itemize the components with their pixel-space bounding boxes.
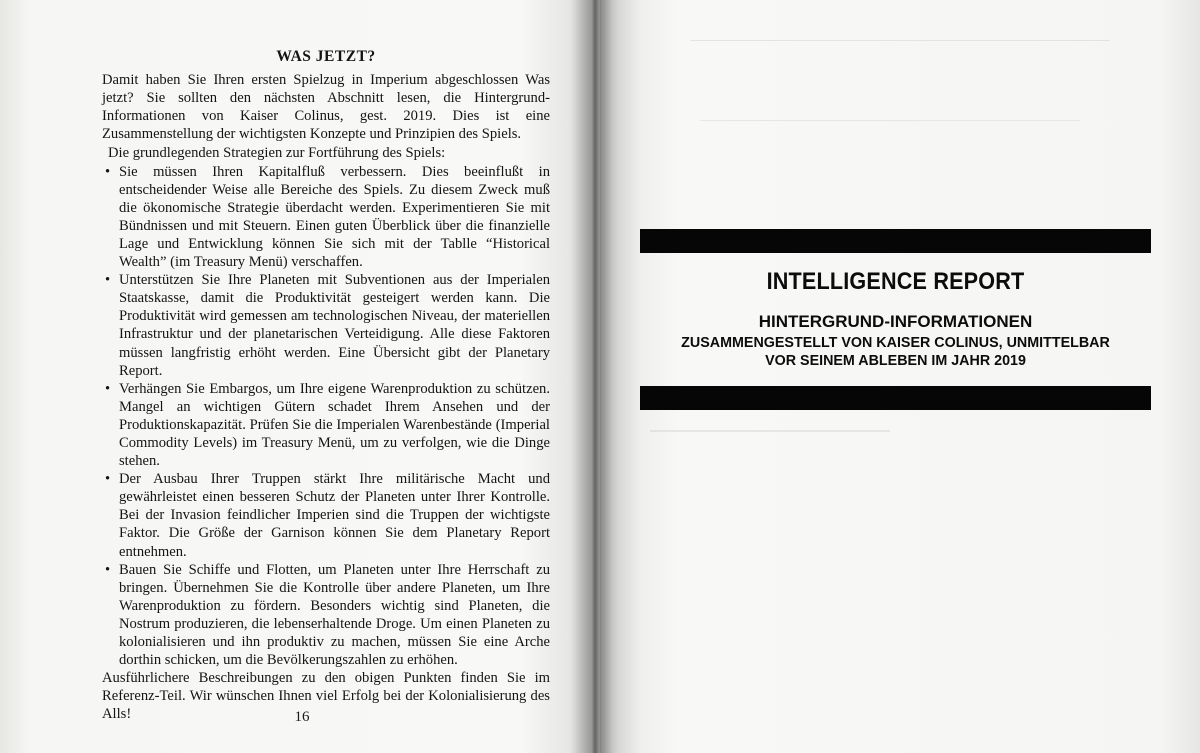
bullet-icon: • <box>105 272 111 289</box>
bullet-icon: • <box>105 471 111 488</box>
strategy-item <box>102 163 550 272</box>
strategy-text: Sie müssen Ihren Kapitalfluß verbessern. Dies beeinflußt in entscheidender Weise alle Bereiche des Spiels. Zu diesem Zweck muß die ökonomische Strategie überdacht werden. Experimentieren Sie mit Bündnissen und mit Steuern. Einen guten Überblick über die finanzielle Lage und Entwicklung können Sie sich mit der Tablle “Historical Wealth” (im Treasury Menü) verschaffen. <box>119 163 550 271</box>
strategy-text: Der Ausbau Ihrer Truppen stärkt Ihre militärische Macht und gewährleistet einen besseren Schutz der Planeten unter Ihrer Kontrolle. Bei der Invasion feindlicher Imperien sind die Truppen der wichtigste Faktor. Die Größe der Garnison können Sie dem Planetary Report entnehmen. <box>119 471 550 560</box>
closing-paragraph: Ausführlichere Beschreibungen zu den obigen Punkten finden Sie im Referenz-Teil. Wir wünschen Ihnen viel Erfolg bei der Kolonialisierung des Alls! <box>102 670 550 723</box>
left-page-text <box>102 48 550 723</box>
strategy-text: Bauen Sie Schiffe und Flotten, um Planeten unter Ihre Herrschaft zu bringen. Übernehmen Sie die Kontrolle über andere Planeten, um Ihre Warenproduktion zu fördern. Besonders wichtig sind Planeten, die Nostrum produzieren, die lebenserhaltende Droge. Um einen Planeten zu kolonialisieren und ihn produktiv zu machen, müssen Sie eine Arche dorthin schicken, um die Bevölkerungszahlen zu erhöhen. <box>119 561 550 669</box>
bleed-through-mark <box>650 430 890 433</box>
bullet-icon: • <box>105 163 111 180</box>
report-description-line: ZUSAMMENGESTELLT VON KAISER COLINUS, UNMITTELBAR <box>681 335 1110 351</box>
report-description-line: VOR SEINEM ABLEBEN IM JAHR 2019 <box>765 353 1026 369</box>
strategy-item <box>102 271 550 380</box>
report-title: INTELLIGENCE REPORT <box>766 268 1025 295</box>
page-number: 16 <box>294 709 310 725</box>
strategy-text: Verhängen Sie Embargos, um Ihre eigene Warenproduktion zu schützen. Mangel an wichtigen Gütern schadet Ihrem Ansehen und der Produktionskapazität. Prüfen Sie die Imperialen Warenbestände (Imperial Commodity Levels) im Treasury Menü, um zu verfolgen, wie die Dinge stehen. <box>119 380 550 470</box>
top-black-bar <box>640 229 1151 253</box>
bullet-icon: • <box>105 380 111 397</box>
bleed-through-mark <box>690 40 1110 42</box>
report-description <box>640 334 1151 370</box>
strategies-intro: Die grundlegenden Strategien zur Fortführung des Spiels: <box>108 145 446 162</box>
strategy-list <box>102 163 550 670</box>
strategy-item <box>102 561 550 670</box>
bullet-icon: • <box>105 561 111 578</box>
bottom-black-bar <box>640 386 1151 410</box>
section-heading: WAS JETZT? <box>276 48 376 65</box>
report-subtitle: HINTERGRUND-INFORMATIONEN <box>758 312 1033 331</box>
intro-paragraph: Damit haben Sie Ihren ersten Spielzug in Imperium abgeschlossen Was jetzt? Sie sollten den nächsten Abschnitt lesen, die Hintergrund-Informationen von Kaiser Colinus, gest. 2019. Dies ist eine Zusammenstellung der wichtigsten Konzepte und Prinzipien des Spiels. <box>102 72 550 143</box>
strategy-item <box>102 380 550 470</box>
strategy-item <box>102 470 550 560</box>
bleed-through-mark <box>700 120 1080 122</box>
strategy-text: Unterstützen Sie Ihre Planeten mit Subventionen aus der Imperialen Staatskasse, damit die Produktivität gesteigert werden kann. Die Produktivität wird gemessen am technologischen Niveau, der materiellen Infrastruktur und der planetarischen Verteidigung. Alle diese Faktoren müssen langfristig erhöht werden. Eine Übersicht gibt der Planetary Report. <box>119 272 550 379</box>
right-page <box>600 0 1200 753</box>
book-spine-shadow <box>570 0 618 753</box>
